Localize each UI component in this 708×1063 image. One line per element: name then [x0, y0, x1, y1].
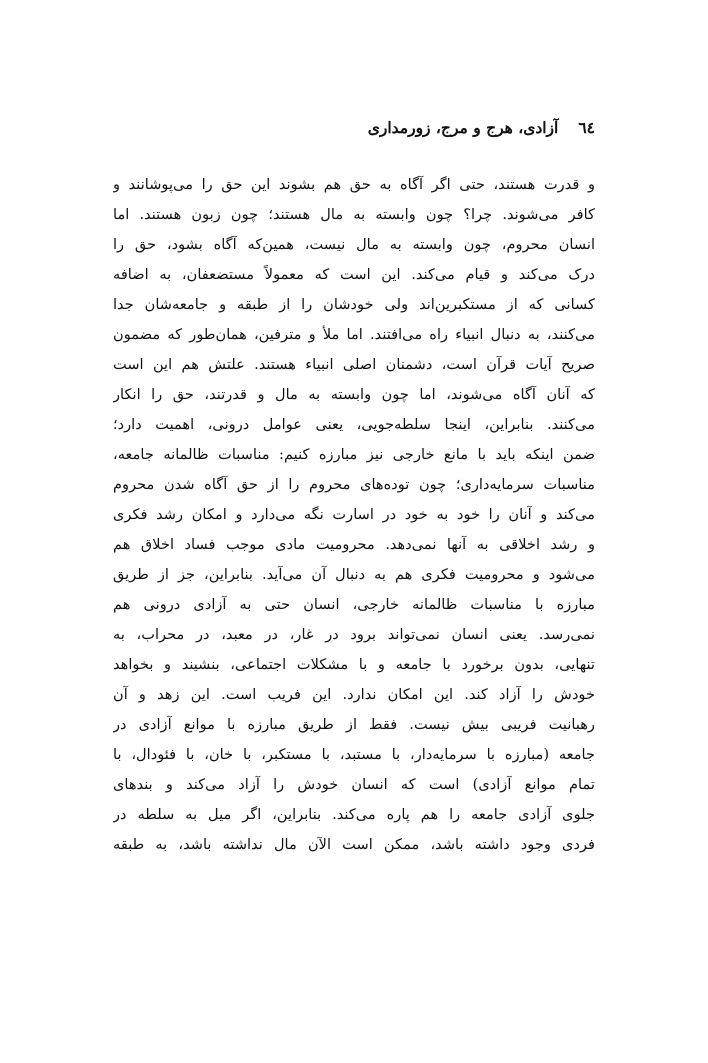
text-line: رهبانیت فریبی بیش نیست. فقط از طریق مبارزه با موانع آزادی در: [113, 716, 595, 733]
text-line: که آنان آگاه می‌شوند، اما چون وابسته به مال و قدرتند، حق را انکار: [113, 386, 595, 403]
page-number: ٦٤: [578, 118, 595, 137]
text-line: مبارزه با مناسبات ظالمانه خارجی، انسان حتی به آزادی درونی هم: [113, 596, 595, 613]
text-line: کسانی که از مستکبرین‌اند ولی خودشان را از طبقه و جامعه‌شان جدا: [113, 296, 595, 313]
text-line: خودش را آزاد کند. این امکان ندارد. این فریب است. این زهد و آن: [113, 686, 595, 703]
body-text: [113, 170, 595, 860]
running-header: [368, 118, 595, 137]
text-line: جامعه (مبارزه با سرمایه‌دار، با مستبد، با مستکبر، با خان، با فئودال، با: [113, 746, 595, 763]
text-line: تمام موانع آزادی) است که انسان خودش را آزاد می‌کند و بندهای: [113, 776, 595, 793]
text-line: می‌کنند. بنابراین، اینجا سلطه‌جویی، یعنی عوامل درونی، اهمیت دارد؛: [113, 416, 595, 433]
text-line: تنهایی، بدون برخورد با جامعه و با مشکلات اجتماعی، بنشیند و بخواهد: [113, 656, 595, 673]
text-line: و قدرت هستند، حتی اگر آگاه به حق هم بشوند این حق را می‌پوشانند و: [113, 176, 595, 193]
text-line: کافر می‌شوند. چرا؟ چون وابسته به مال هستند؛ چون زبون هستند. اما: [113, 206, 595, 223]
book-title: آزادی، هرج و مرج، زورمداری: [367, 118, 559, 137]
text-line: می‌شود و محرومیت فکری هم به دنبال آن می‌آید. بنابراین، جز از طریق: [113, 566, 595, 583]
text-line: انسان محروم، چون وابسته به مال نیست، همین‌که آگاه بشود، حق را: [113, 236, 595, 253]
text-line: می‌کند و آنان را خود به خود در اسارت نگه می‌دارد و امکان رشد فکری: [113, 506, 595, 523]
text-line: می‌کنند، به دنبال انبیاء راه می‌افتند. اما ملأ و مترفین، همان‌طور که مضمون: [113, 326, 595, 343]
text-line: و رشد اخلاقی به آنها نمی‌دهد. محرومیت مادی موجب فساد اخلاق هم: [113, 536, 595, 553]
text-line: جلوی آزادی جامعه را هم پاره می‌کند. بنابراین، اگر میل به سلطه در: [113, 806, 595, 823]
text-line: ضمن اینکه باید با مانع خارجی نیز مبارزه کنیم: مناسبات ظالمانه جامعه،: [113, 446, 595, 463]
text-line: فردی وجود داشته باشد، ممکن است الآن مال نداشته باشد، به طبقه: [113, 836, 595, 853]
text-line: درک می‌کند و قیام می‌کند. این است که معمولاً مستضعفان، به اضافه: [113, 266, 595, 283]
text-line: مناسبات سرمایه‌داری؛ چون توده‌های محروم را از حق آگاه شدن محروم: [113, 476, 595, 493]
text-line: صریح آیات قرآن است، دشمنان اصلی انبیاء هستند. علتش هم این است: [113, 356, 595, 373]
text-line: نمی‌رسد. یعنی انسان نمی‌تواند برود در غار، در معبد، در محراب، به: [113, 626, 595, 643]
